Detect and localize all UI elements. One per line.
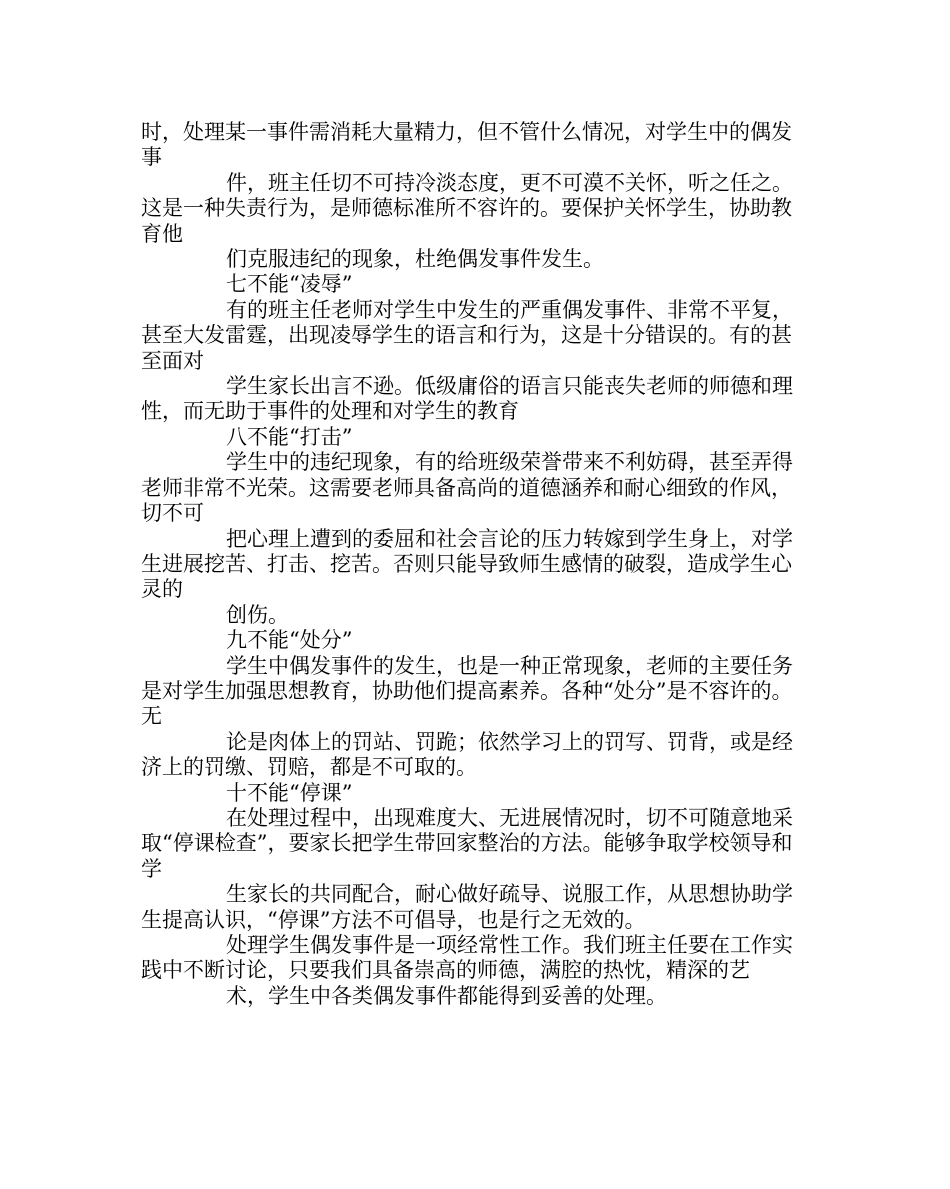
paragraph: 处理学生偶发事件是一项经常性工作。我们班主任要在工作实践中不断讨论，只要我们具备崇高的师德，满腔的热忱，精深的艺 (141, 933, 793, 983)
paragraph: 术，学生中各类偶发事件都能得到妥善的处理。 (226, 983, 667, 1008)
section-heading: 七不能“凌辱” (226, 272, 353, 297)
paragraph: 创伤。 (226, 602, 289, 627)
paragraph: 时，处理某一事件需消耗大量精力，但不管什么情况，对学生中的偶发事 (141, 120, 792, 170)
paragraph: 学生家长出言不逊。低级庸俗的语言只能丧失老师的师德和理性，而无助于事件的处理和对学生的教育 (141, 374, 793, 424)
section-heading: 九不能“处分” (226, 628, 353, 653)
paragraph: 件，班主任切不可持冷淡态度，更不可漠不关怀，听之任之。这是一种失责行为，是师德标准所不容许的。要保护关怀学生，协助教育他 (141, 170, 793, 246)
paragraph: 生家长的共同配合，耐心做好疏导、说服工作，从思想协助学生提高认识，“停课”方法不可倡导，也是行之无效的。 (141, 882, 793, 932)
paragraph: 在处理过程中，出现难度大、无进展情况时，切不可随意地采取“停课检查”，要家长把学生带回家整治的方法。能够争取学校领导和学 (141, 805, 793, 881)
paragraph: 论是肉体上的罚站、罚跪；依然学习上的罚写、罚背，或是经济上的罚缴、罚赔，都是不可取的。 (141, 729, 793, 780)
section-heading: 十不能“停课” (226, 780, 353, 805)
paragraph: 学生中偶发事件的发生，也是一种正常现象，老师的主要任务是对学生加强思想教育，协助他们提高素养。各种“处分”是不容许的。无 (141, 653, 793, 729)
paragraph: 把心理上遭到的委屈和社会言论的压力转嫁到学生身上，对学生进展挖苦、打击、挖苦。否则只能导致师生感情的破裂，造成学生心灵的 (141, 526, 793, 602)
section-heading: 八不能“打击” (226, 424, 353, 449)
paragraph: 有的班主任老师对学生中发生的严重偶发事件、非常不平复，甚至大发雷霆，出现凌辱学生的语言和行为，这是十分错误的。有的甚至面对 (141, 297, 793, 373)
paragraph: 学生中的违纪现象，有的给班级荣誉带来不利妨碍，甚至弄得老师非常不光荣。这需要老师具备高尚的道德涵养和耐心细致的作风，切不可 (141, 450, 793, 526)
paragraph: 们克服违纪的现象，杜绝偶发事件发生。 (226, 247, 604, 272)
document-body (141, 120, 811, 1009)
